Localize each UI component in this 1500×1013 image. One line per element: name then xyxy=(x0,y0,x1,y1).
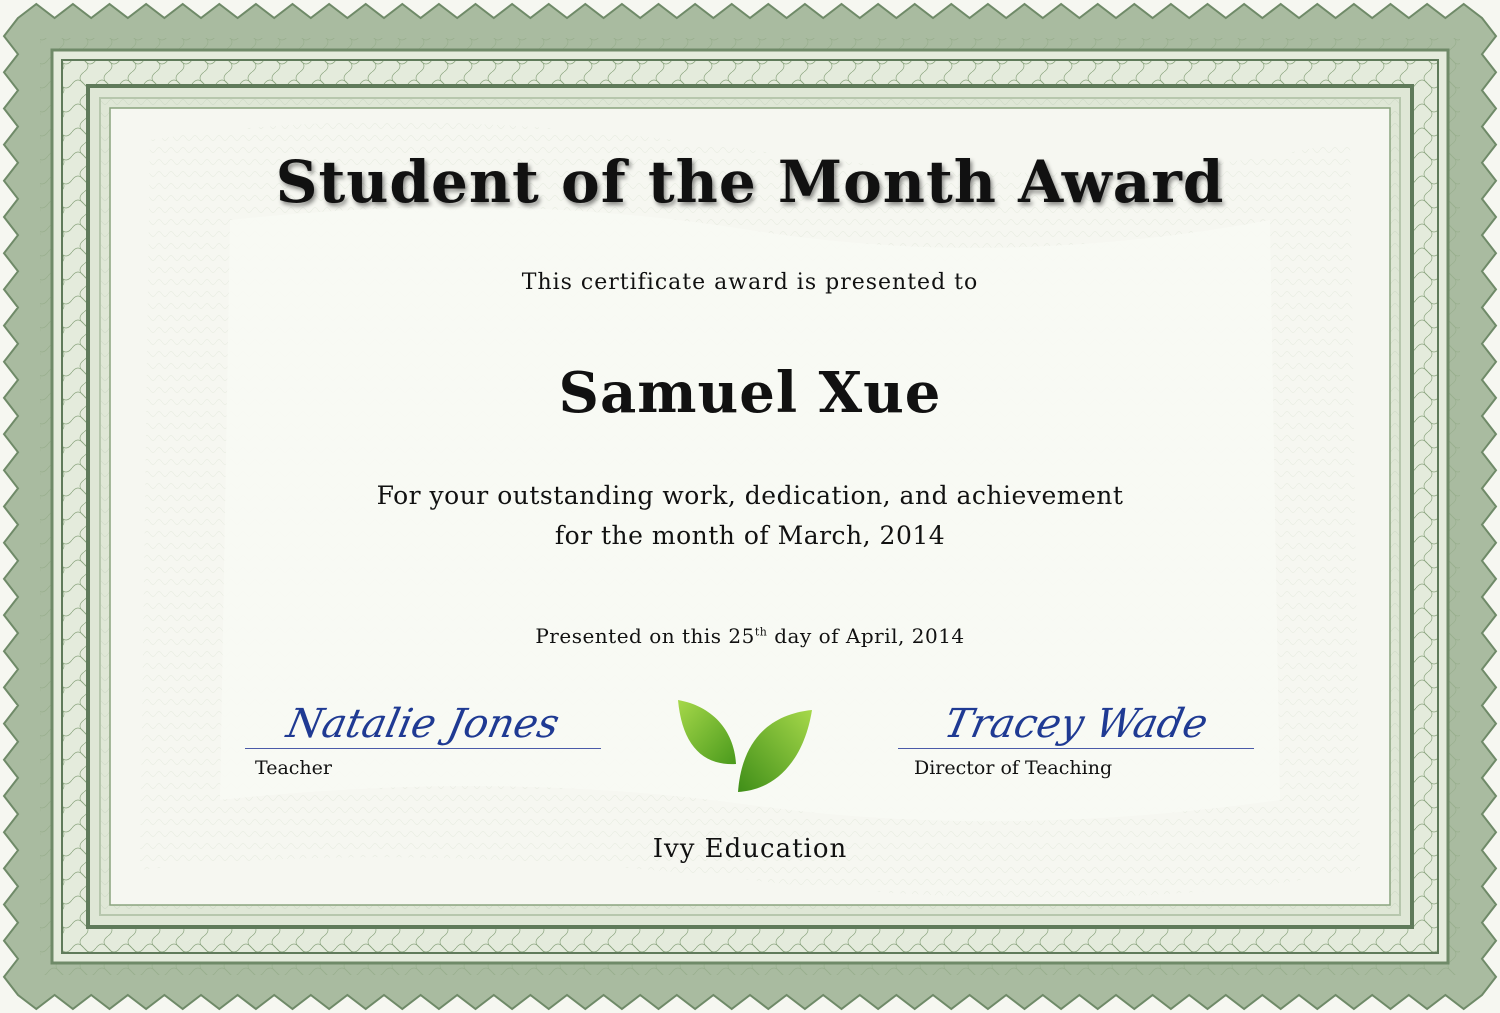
signature-line xyxy=(245,748,601,749)
reason-line-1: For your outstanding work, dedication, and achievement xyxy=(376,481,1124,510)
recipient-name: Samuel Xue xyxy=(558,360,942,426)
signature-director: Tracey Wade xyxy=(940,701,1212,747)
presented-prefix: Presented on this 25 xyxy=(535,624,755,648)
presented-suffix: day of April, 2014 xyxy=(767,624,965,648)
presented-date xyxy=(0,624,1500,648)
award-reason xyxy=(0,476,1500,556)
reason-line-2: for the month of March, 2014 xyxy=(554,521,946,550)
signature-line xyxy=(898,748,1254,749)
certificate-subtitle: This certificate award is presented to xyxy=(521,270,979,295)
signature-role-teacher: Teacher xyxy=(255,757,332,779)
signature-role-director: Director of Teaching xyxy=(914,757,1113,779)
leaf-logo-icon xyxy=(672,694,818,798)
organization-name: Ivy Education xyxy=(652,834,848,864)
presented-ordinal: th xyxy=(754,625,768,639)
certificate-title: Student of the Month Award xyxy=(275,148,1225,216)
signature-teacher: Natalie Jones xyxy=(282,701,564,747)
